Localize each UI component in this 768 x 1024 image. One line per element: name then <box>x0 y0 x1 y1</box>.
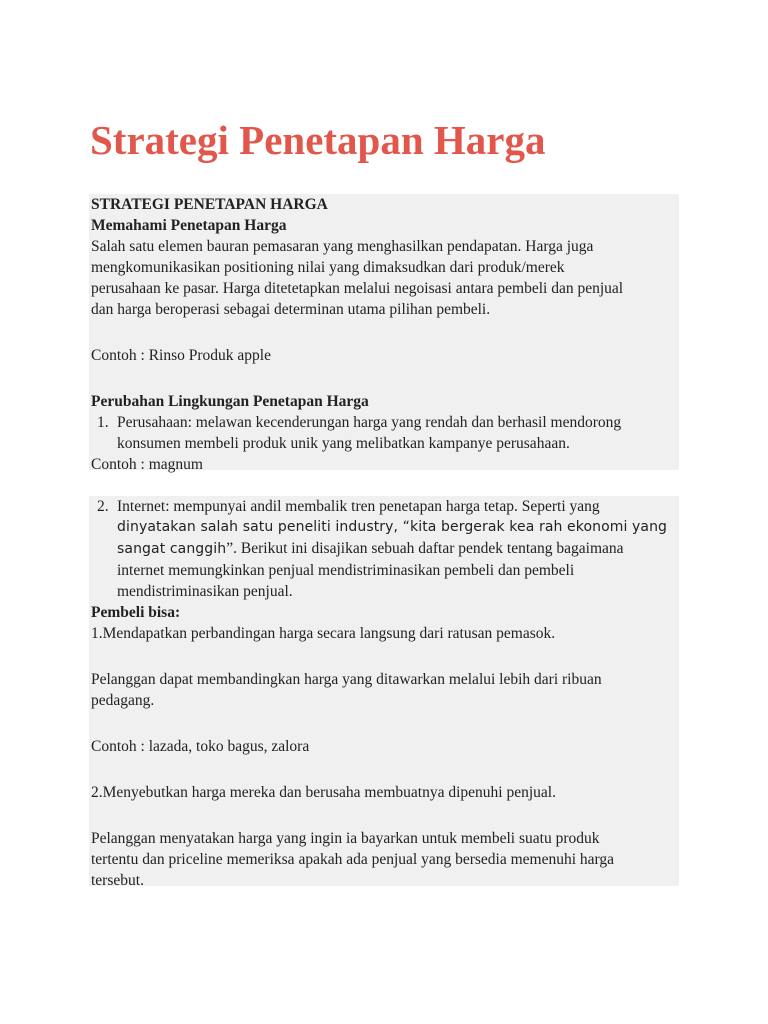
list-item-line: konsumen membeli produk unik yang melibatkan kampanye perusahaan. <box>117 435 570 452</box>
point-1-desc-line: pedagang. <box>91 692 155 709</box>
heading-caps: STRATEGI PENETAPAN HARGA <box>91 196 328 213</box>
quote-continuation: ”. Berikut ini disajikan sebuah daftar pendek tentang bagaimana <box>226 540 624 557</box>
page-title: Strategi Penetapan Harga <box>90 117 546 163</box>
spacer <box>91 320 675 345</box>
list-item-line: Internet: mempunyai andil membalik tren penetapan harga tetap. Seperti yang <box>117 498 600 515</box>
list-item-line: dinyatakan salah satu peneliti industry, “kita bergerak kea rah ekonomi yang <box>117 519 668 535</box>
list-number: 1. <box>97 414 109 431</box>
example-rinso: Contoh : Rinso Produk apple <box>91 347 271 364</box>
point-1: 1.Mendapatkan perbandingan harga secara langsung dari ratusan pemasok. <box>91 625 556 642</box>
paragraph-line: perusahaan ke pasar. Harga ditetetapkan melalui negoisasi antara pembeli dan penjual <box>91 280 624 297</box>
content-block-2 <box>89 496 679 889</box>
spacer <box>91 711 675 736</box>
example-magnum: Contoh : magnum <box>91 456 203 473</box>
example-lazada: Contoh : lazada, toko bagus, zalora <box>91 738 310 755</box>
spacer <box>91 366 675 391</box>
list-item-2 <box>91 496 675 602</box>
paragraph-line: mengkomunikasikan positioning nilai yang dimaksudkan dari produk/merek <box>91 259 565 276</box>
list-item-line: mendistriminasikan penjual. <box>117 583 293 600</box>
buyers-heading: Pembeli bisa: <box>91 604 181 621</box>
content-block-1 <box>89 194 679 473</box>
subheading-perubahan: Perubahan Lingkungan Penetapan Harga <box>91 393 369 410</box>
point-2: 2.Menyebutkan harga mereka dan berusaha membuatnya dipenuhi penjual. <box>91 784 556 801</box>
point-2-desc-line: tertentu dan priceline memeriksa apakah ada penjual yang bersedia memenuhi harga <box>91 851 615 868</box>
subheading-memahami: Memahami Penetapan Harga <box>91 217 287 234</box>
list-item-line: Perusahaan: melawan kecenderungan harga yang rendah dan berhasil mendorong <box>117 414 622 431</box>
spacer <box>91 757 675 782</box>
point-1-desc-line: Pelanggan dapat membandingkan harga yang ditawarkan melalui lebih dari ribuan <box>91 671 602 688</box>
quote-text: sangat canggih <box>117 541 227 557</box>
point-2-desc-line: tersebut. <box>91 872 144 889</box>
spacer <box>91 803 675 828</box>
paragraph-line: dan harga beroperasi sebagai determinan utama pilihan pembeli. <box>91 301 491 318</box>
list-number: 2. <box>97 498 109 515</box>
paragraph-line: Salah satu elemen bauran pemasaran yang menghasilkan pendapatan. Harga juga <box>91 238 594 255</box>
spacer <box>91 644 675 669</box>
list-item-1 <box>91 412 675 454</box>
list-item-line: internet memungkinkan penjual mendistriminasikan pembeli dan pembeli <box>117 562 575 579</box>
list-item-line-mixed <box>117 538 675 560</box>
point-2-desc-line: Pelanggan menyatakan harga yang ingin ia bayarkan untuk membeli suatu produk <box>91 830 600 847</box>
